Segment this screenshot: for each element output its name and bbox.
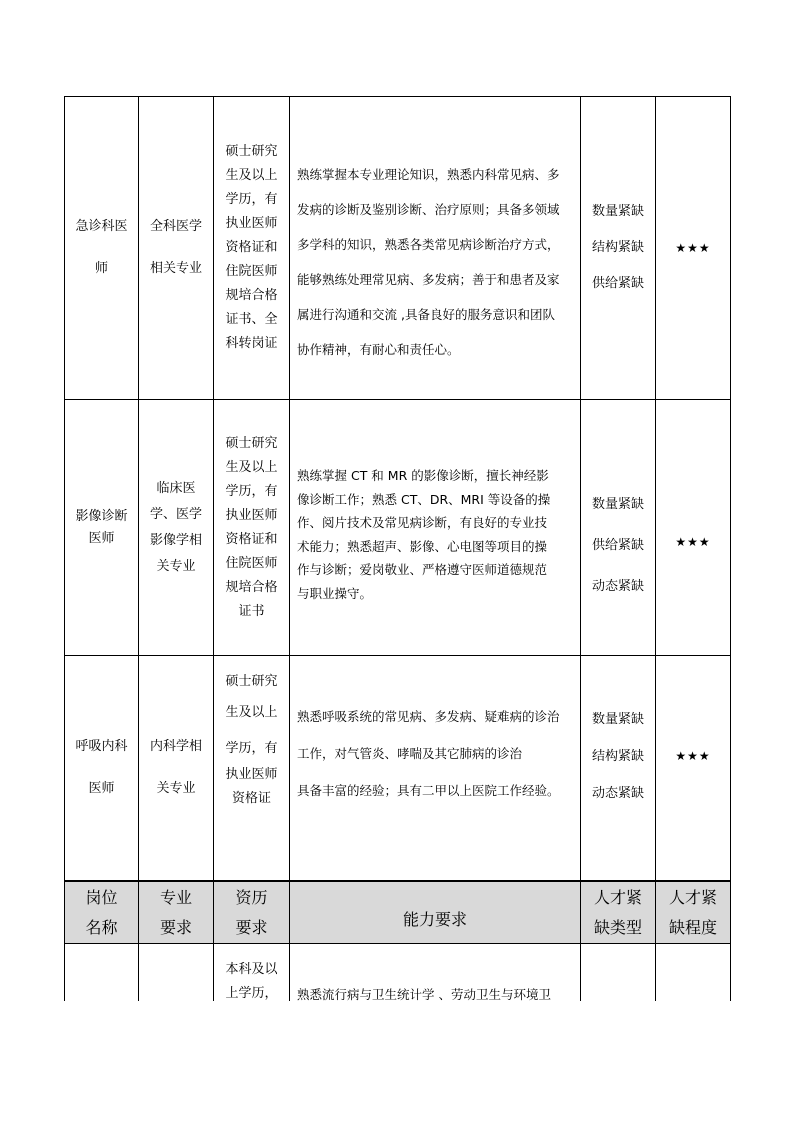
row1-ability-line: 发病的诊断及鉴别诊断、治疗原则；具备多领域 [297, 202, 560, 217]
row1-post [65, 97, 138, 399]
partial-row-ability [297, 983, 577, 1007]
row2-post-line: 影像诊断 [75, 508, 128, 524]
row3-qual-line: 资格证 [231, 791, 271, 806]
row3-shortage-type [581, 656, 655, 856]
header-shortage-level-line: 人才紧 [668, 887, 717, 907]
row2-qual-line: 学历，有 [225, 483, 278, 499]
row1-shortage-line: 数量紧缺 [591, 204, 644, 219]
header-shortage-type-line: 人才紧 [593, 887, 642, 907]
header-post [65, 882, 138, 943]
row2-ability-line: 作、阅片技术及常见病诊断，有良好的专业技 [297, 515, 548, 530]
star-rating: ★★★ [675, 749, 711, 763]
row1-qual-line: 证书、全 [225, 312, 278, 327]
header-post-line: 名称 [85, 917, 118, 937]
header-shortage-level [656, 882, 730, 943]
partial-qual-line: 上学历， [225, 986, 278, 1001]
row1-ability-line: 协作精神，有耐心和责任心。 [297, 342, 460, 357]
row2-qual-line: 生及以上 [225, 459, 278, 475]
row3-qual-line: 执业医师 [225, 767, 278, 782]
row2-qual-line: 资格证和 [225, 531, 278, 547]
row3-post [65, 656, 138, 880]
row1-qual-line: 资格证和 [225, 240, 278, 255]
row2-major-line: 临床医 [156, 480, 196, 496]
row1-post-line: 师 [94, 261, 108, 276]
partial-row-qualification [214, 958, 289, 1006]
row1-ability-line: 熟练掌握本专业理论知识，熟悉内科常见病、多 [297, 167, 560, 182]
row2-ability-line: 与职业操守。 [297, 585, 373, 601]
row2-shortage-line: 供给紧缺 [591, 537, 644, 553]
row1-qual-line: 执业医师 [225, 216, 278, 231]
row1-major-line: 全科医学 [149, 219, 202, 234]
row1-qual-line: 学历，有 [225, 192, 278, 207]
header-post-line: 岗位 [85, 887, 118, 907]
header-qualification [214, 882, 289, 943]
row1-major-line: 相关专业 [149, 261, 202, 276]
row3-major [139, 656, 213, 880]
header-shortage-type-line: 缺类型 [593, 917, 642, 937]
row3-shortage-line: 动态紧缺 [591, 785, 644, 801]
row2-ability-line: 术能力；熟悉超声、影像、心电图等项目的操 [297, 538, 548, 554]
row2-shortage-line: 动态紧缺 [591, 578, 644, 594]
row2-major-line: 关专业 [156, 558, 196, 574]
row2-qual-line: 硕士研究 [225, 435, 278, 451]
row2-qual-line: 规培合格 [225, 579, 278, 595]
star-rating: ★★★ [675, 241, 711, 255]
header-shortage-type [581, 882, 655, 943]
row2-shortage-level [656, 400, 730, 684]
header-ability-label: 能力要求 [402, 910, 467, 929]
header-shortage-level-line: 缺程度 [668, 917, 717, 937]
row2-post [65, 400, 138, 655]
row2-ability-line: 熟练掌握 CT 和 MR 的影像诊断，擅长神经影 [297, 468, 549, 483]
col-line-6 [730, 96, 731, 1001]
row1-ability-line: 多学科的知识，熟悉各类常见病诊断治疗方式， [297, 237, 560, 252]
row2-shortage-line: 数量紧缺 [591, 496, 644, 512]
row3-qualification [214, 670, 289, 811]
row1-shortage-type [581, 97, 655, 399]
row3-ability-line: 工作，对气管炎、哮喘及其它肺病的诊治 [297, 746, 523, 761]
row3-shortage-level [656, 656, 730, 856]
header-major-line: 要求 [159, 917, 192, 937]
row3-post-line: 呼吸内科 [75, 739, 128, 754]
row2-qual-line: 住院医师 [225, 555, 278, 571]
row1-qualification [214, 97, 289, 399]
partial-ability-line: 熟悉流行病与卫生统计学 、劳动卫生与环境卫 [297, 987, 551, 1002]
row1-qual-line: 生及以上 [225, 168, 278, 183]
row3-ability-line: 具备丰富的经验；具有二甲以上医院工作经验。 [297, 783, 560, 798]
row1-post-line: 急诊科医 [75, 219, 128, 234]
row1-qual-line: 科转岗证 [225, 336, 278, 351]
row1-qual-line: 规培合格 [225, 288, 278, 303]
star-rating: ★★★ [675, 535, 711, 549]
row1-qual-line: 住院医师 [225, 264, 278, 279]
row1-major [139, 97, 213, 399]
row3-qual-line: 硕士研究 [225, 674, 278, 689]
row3-qual-line: 生及以上 [225, 705, 278, 720]
row2-major-line: 学、医学 [149, 506, 202, 522]
row3-qual-line: 学历，有 [225, 741, 278, 756]
header-qual-line: 资历 [235, 887, 268, 907]
header-ability [290, 882, 580, 958]
row2-ability-line: 作与诊断；爱岗敬业、严格遵守医师道德规范 [297, 562, 548, 577]
row3-shortage-line: 数量紧缺 [591, 711, 644, 727]
row1-shortage-line: 供给紧缺 [591, 276, 644, 291]
header-major [139, 882, 213, 943]
row1-shortage-level [656, 97, 730, 399]
row3-ability-line: 熟悉呼吸系统的常见病、多发病、疑难病的诊治 [297, 709, 560, 724]
row1-shortage-line: 结构紧缺 [591, 240, 644, 255]
partial-qual-line: 本科及以 [225, 962, 278, 977]
row3-major-line: 关专业 [156, 781, 196, 796]
row3-shortage-line: 结构紧缺 [591, 748, 644, 764]
row2-qualification [214, 400, 289, 655]
row2-post-line: 医师 [88, 530, 115, 546]
row3-post-line: 医师 [88, 781, 115, 796]
row2-ability [297, 464, 577, 605]
row2-major-line: 影像学相 [149, 532, 202, 548]
header-major-line: 专业 [159, 887, 192, 907]
row1-qual-line: 硕士研究 [225, 144, 278, 159]
row2-major [139, 400, 213, 655]
row2-qual-line: 执业医师 [225, 507, 278, 523]
row2-qual-line: 证书 [238, 603, 265, 619]
row1-ability-line: 能够熟练处理常见病、多发病；善于和患者及家 [297, 272, 560, 287]
row3-ability [297, 698, 577, 809]
row3-major-line: 内科学相 [149, 739, 202, 754]
row1-ability [297, 157, 577, 367]
row1-ability-line: 属进行沟通和交流 ,具备良好的服务意识和团队 [297, 307, 555, 322]
header-qual-line: 要求 [235, 917, 268, 937]
row2-ability-line: 像诊断工作；熟悉 CT、DR、MRI 等设备的操 [297, 491, 551, 507]
row2-shortage-type [581, 400, 655, 690]
col-line-3 [289, 96, 290, 1001]
